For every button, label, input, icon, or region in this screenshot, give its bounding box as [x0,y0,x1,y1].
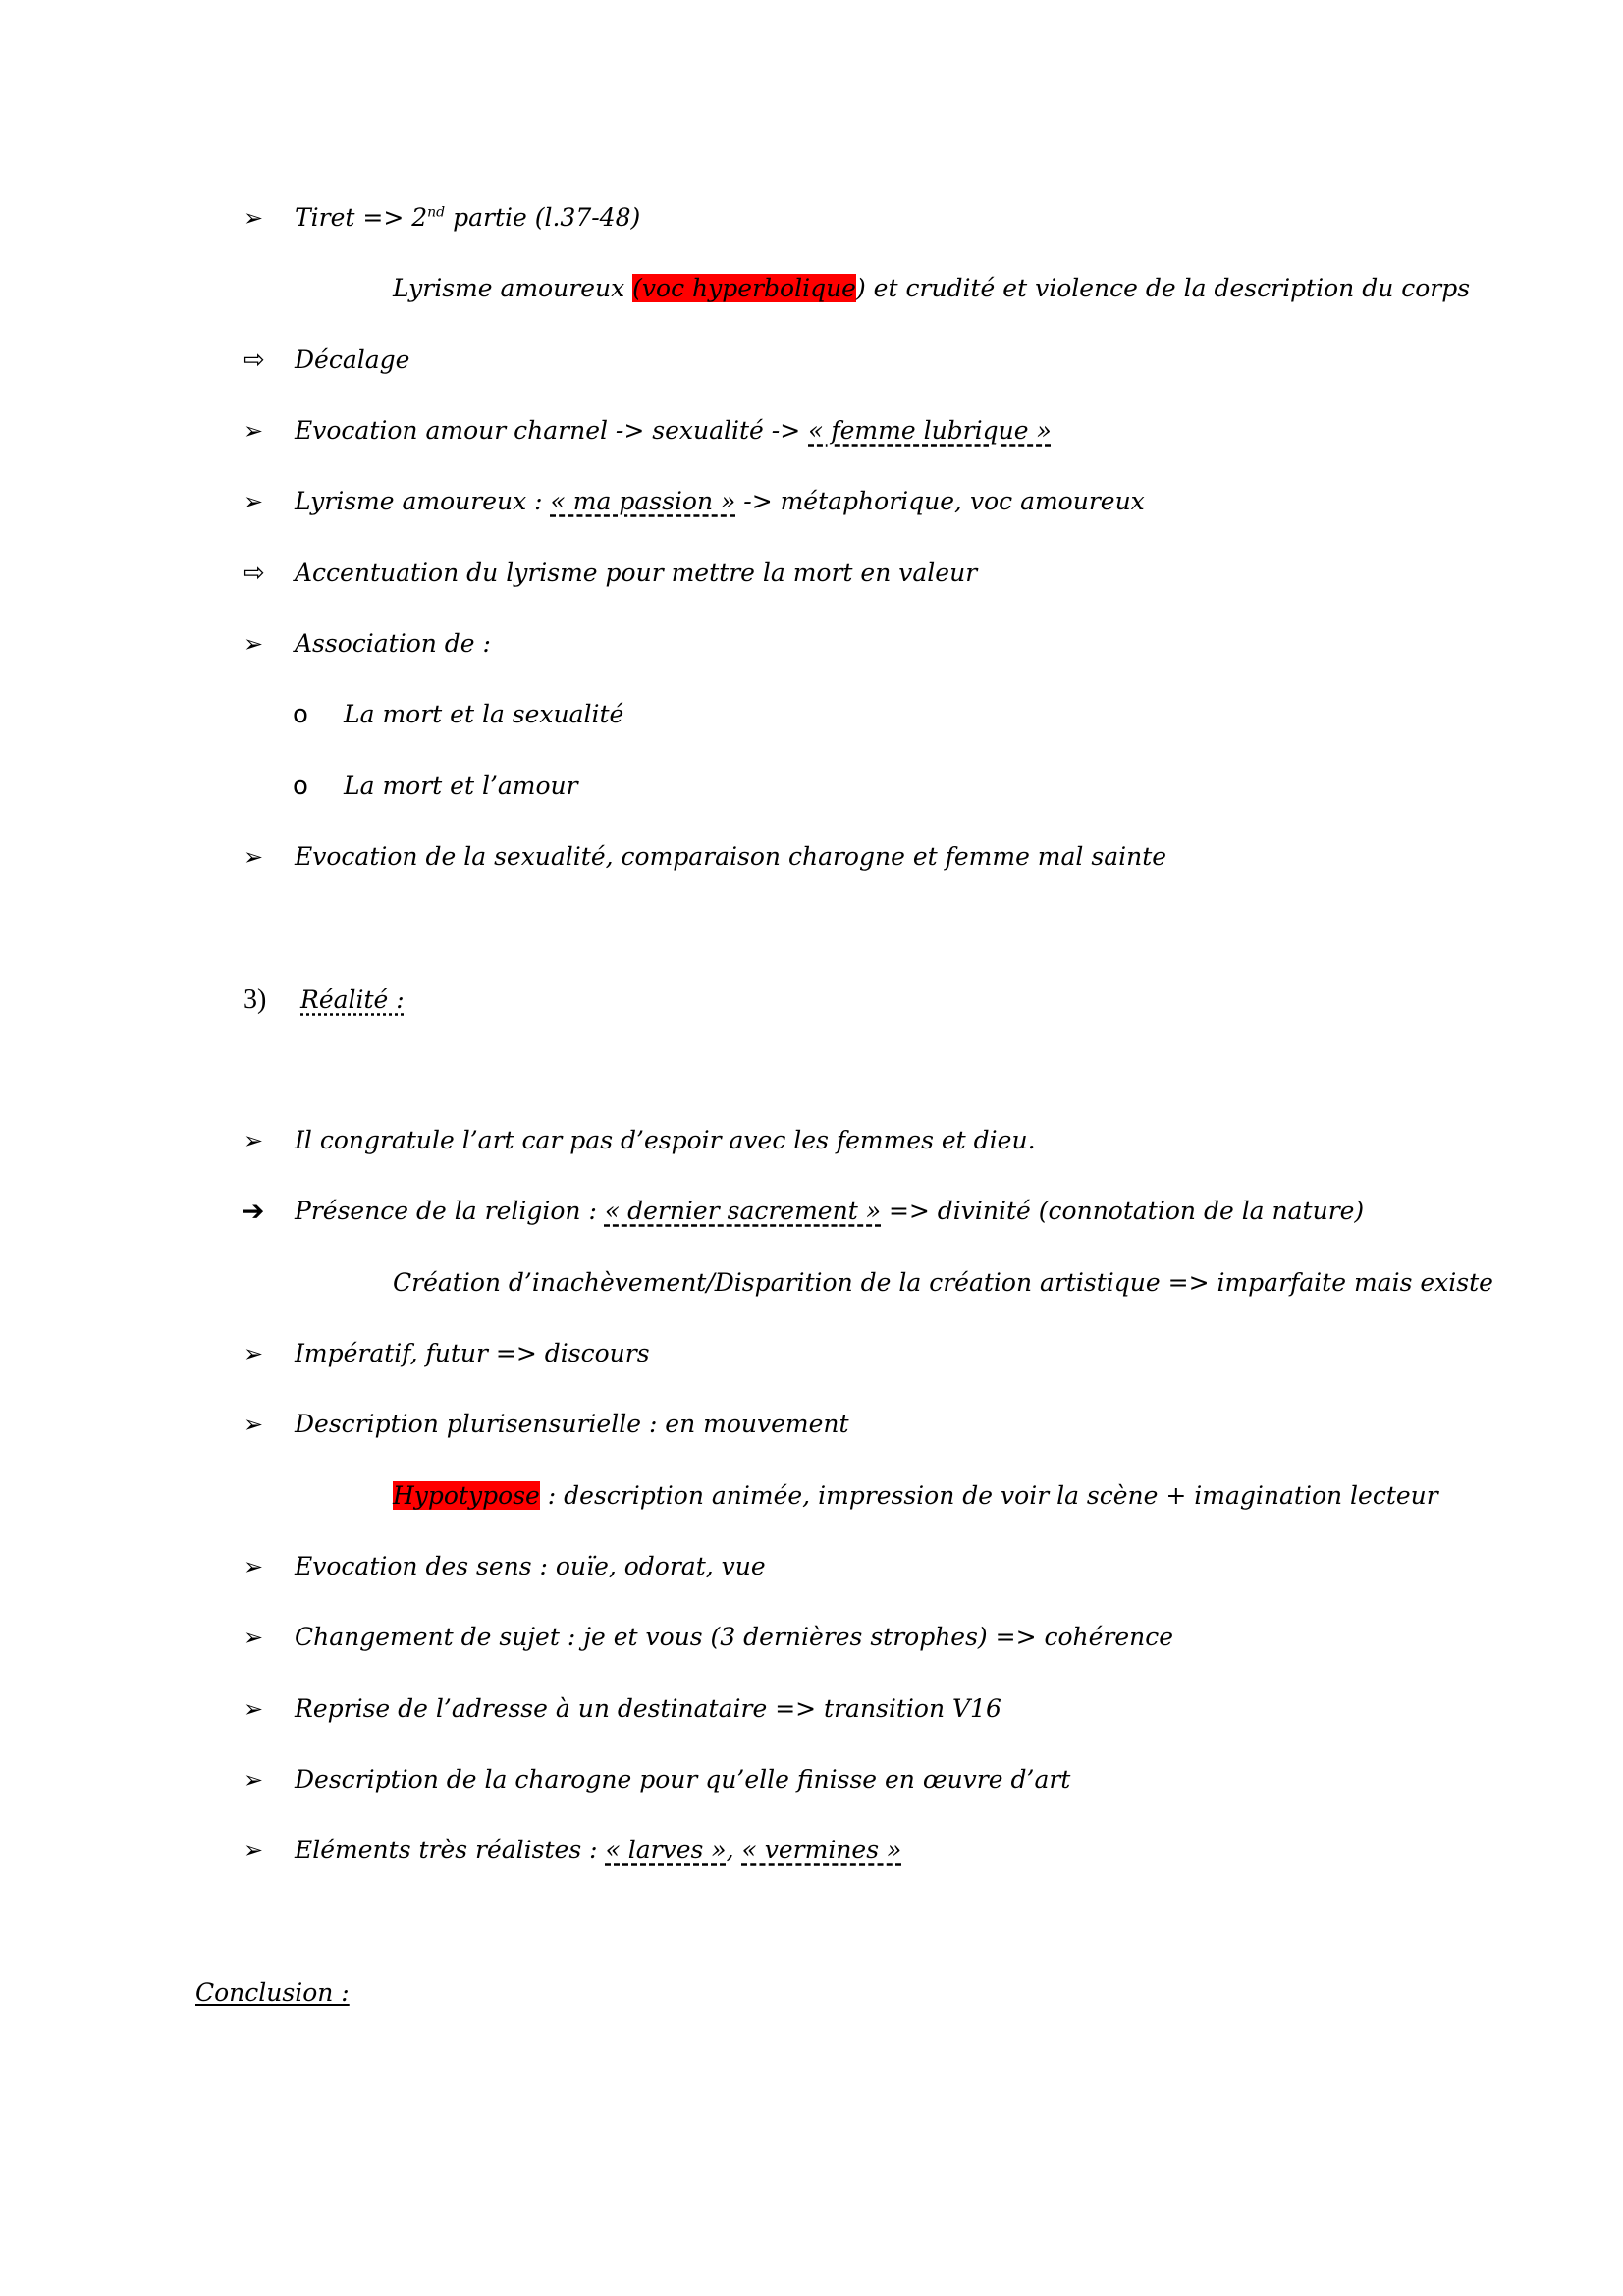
description-pluri-text: Description plurisensurielle : en mouvement [295,1410,849,1438]
arrowhead-bullet-icon: ➢ [243,630,264,658]
bold-arrow-icon: ➔ [242,1195,265,1227]
lyrisme-hyperbolique-text: Lyrisme amoureux (voc hyperbolique) et crudité et violence de la description du corps [393,274,1471,302]
changement-text: Changement de sujet : je et vous (3 dernières strophes) => cohérence [295,1623,1174,1651]
hollow-arrow-icon: ⇨ [243,346,265,375]
hollow-arrow-icon: ⇨ [243,559,265,588]
section-number: 3) [243,985,267,1015]
quote-dernier-sacrement: « dernier sacrement » [604,1197,881,1225]
decalage-text: Décalage [295,346,410,374]
arrowhead-bullet-icon: ➢ [243,1553,264,1580]
circle-bullet-icon: o [293,700,308,729]
arrowhead-bullet-icon: ➢ [243,488,264,515]
tiret-text: Tiret => 2nd partie (l.37-48) [295,203,641,232]
religion-text: Présence de la religion : « dernier sacrement » => divinité (connotation de la nature) [295,1197,1365,1225]
quote-ma-passion: « ma passion » [550,487,736,515]
congratule-text: Il congratule l’art car pas d’espoir avec les femmes et dieu. [295,1126,1036,1154]
arrowhead-bullet-icon: ➢ [243,1340,264,1367]
conclusion-title: Conclusion : [195,1978,350,2006]
quote-vermines: « vermines » [741,1836,902,1864]
quote-femme-lubrique: « femme lubrique » [808,416,1052,445]
arrowhead-bullet-icon: ➢ [243,843,264,871]
charogne-text: Description de la charogne pour qu’elle finisse en œuvre d’art [295,1765,1071,1793]
creation-text: Création d’inachèvement/Disparition de la création artistique => imparfaite mais existe [393,1268,1493,1297]
arrowhead-bullet-icon: ➢ [243,1766,264,1793]
section-title: Réalité : [300,986,405,1014]
arrowhead-bullet-icon: ➢ [243,1411,264,1438]
arrowhead-bullet-icon: ➢ [243,1695,264,1723]
highlight-hypotypose: Hypotypose [393,1481,540,1510]
arrowhead-bullet-icon: ➢ [243,1837,264,1864]
hypotypose-text: Hypotypose : description animée, impression de voir la scène + imagination lecteur [393,1481,1438,1510]
accentuation-text: Accentuation du lyrisme pour mettre la mort en valeur [295,559,978,587]
imperatif-text: Impératif, futur => discours [295,1339,650,1367]
arrowhead-bullet-icon: ➢ [243,1127,264,1154]
reprise-text: Reprise de l’adresse à un destinataire => transition V16 [295,1694,1001,1723]
circle-bullet-icon: o [293,772,308,801]
sens-text: Evocation des sens : ouïe, odorat, vue [295,1552,766,1580]
sub-mort-sexualite-text: La mort et la sexualité [344,700,624,728]
quote-larves: « larves » [605,1836,727,1864]
lyrisme-passion-text: Lyrisme amoureux : « ma passion » -> métaphorique, voc amoureux [295,487,1145,515]
evocation-sexualite-text: Evocation de la sexualité, comparaison charogne et femme mal sainte [295,842,1167,871]
arrowhead-bullet-icon: ➢ [243,1624,264,1651]
sub-mort-amour-text: La mort et l’amour [344,772,578,800]
evocation-amour-text: Evocation amour charnel -> sexualité -> « femme lubrique » [295,416,1052,445]
elements-text: Eléments très réalistes : « larves », « vermines » [295,1836,902,1864]
association-text: Association de : [295,629,491,658]
arrowhead-bullet-icon: ➢ [243,417,264,445]
arrowhead-bullet-icon: ➢ [243,204,264,232]
highlight-voc-hyperbolique: (voc hyperbolique [632,274,856,302]
